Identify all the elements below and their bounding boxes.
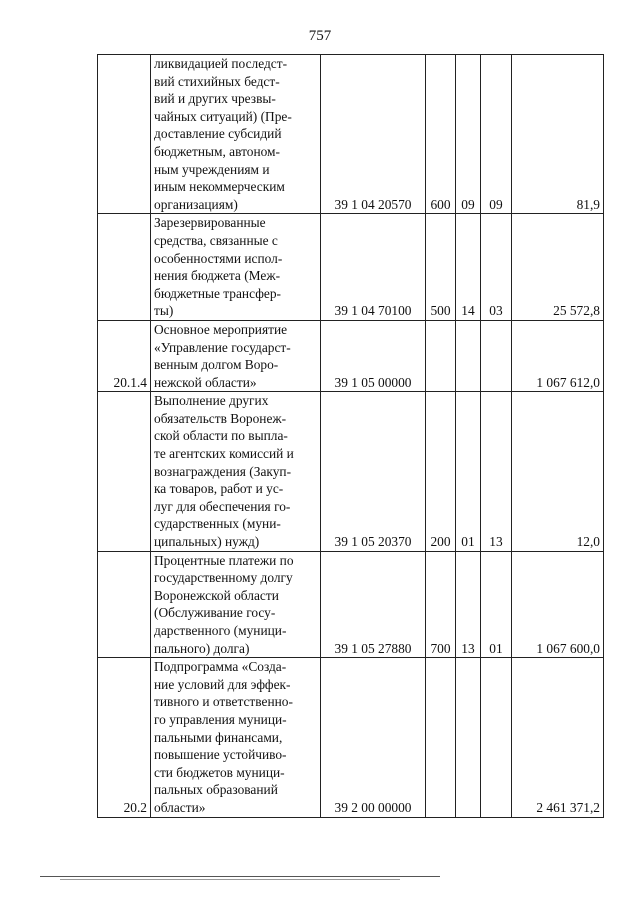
row-section: 14 xyxy=(456,214,481,321)
row-name: Процентные платежи по государственному долгу Воронежской области (Обслуживание госу- дарственного (муници- пального) долга) xyxy=(151,551,321,658)
row-subsection: 03 xyxy=(481,214,512,321)
row-target-code: 39 2 00 00000 xyxy=(321,658,426,817)
row-section: 13 xyxy=(456,551,481,658)
row-subsection: 01 xyxy=(481,551,512,658)
row-amount: 81,9 xyxy=(512,55,604,214)
row-amount: 2 461 371,2 xyxy=(512,658,604,817)
row-amount: 25 572,8 xyxy=(512,214,604,321)
row-name: Основное мероприятие «Управление государст- венным долгом Воро- нежской области» xyxy=(151,320,321,391)
page-number: 757 xyxy=(308,28,332,44)
row-section: 09 xyxy=(456,55,481,214)
row-number: 20.1.4 xyxy=(98,320,151,391)
row-subsection: 13 xyxy=(481,392,512,551)
row-section xyxy=(456,658,481,817)
table-row xyxy=(98,55,604,214)
row-subsection xyxy=(481,658,512,817)
bottom-rule-secondary xyxy=(60,879,400,880)
row-expense-type: 500 xyxy=(426,214,456,321)
bottom-rule xyxy=(40,876,440,877)
row-amount: 1 067 612,0 xyxy=(512,320,604,391)
row-number xyxy=(98,392,151,551)
row-name: Подпрограмма «Созда- ние условий для эффек- тивного и ответственно- го управления муници- пальными финансами, повышение устойчиво- сти бюджетов муници- пальных образований области» xyxy=(151,658,321,817)
table-row xyxy=(98,214,604,321)
table-row xyxy=(98,551,604,658)
row-section xyxy=(456,320,481,391)
row-section: 01 xyxy=(456,392,481,551)
row-name: Выполнение других обязательств Воронеж- ской области по выпла- те агентских комиссий и вознаграждения (Закуп- ка товаров, работ и ус- луг для обеспечения го- сударственных (муни- ципальных) нужд) xyxy=(151,392,321,551)
row-expense-type: 200 xyxy=(426,392,456,551)
row-expense-type: 700 xyxy=(426,551,456,658)
table-row xyxy=(98,392,604,551)
row-target-code: 39 1 05 27880 xyxy=(321,551,426,658)
row-name: ликвидацией последст- вий стихийных бедст- вий и других чрезвы- чайных ситуаций) (Пре- доставление субсидий бюджетным, автоном- ным учреждениям и иным некоммерческим организациям) xyxy=(151,55,321,214)
row-number xyxy=(98,214,151,321)
row-amount: 12,0 xyxy=(512,392,604,551)
row-expense-type xyxy=(426,658,456,817)
row-target-code: 39 1 04 20570 xyxy=(321,55,426,214)
table-row xyxy=(98,320,604,391)
row-number xyxy=(98,551,151,658)
row-target-code: 39 1 05 00000 xyxy=(321,320,426,391)
row-expense-type xyxy=(426,320,456,391)
row-target-code: 39 1 05 20370 xyxy=(321,392,426,551)
row-number: 20.2 xyxy=(98,658,151,817)
row-number xyxy=(98,55,151,214)
row-subsection: 09 xyxy=(481,55,512,214)
table-row xyxy=(98,658,604,817)
row-target-code: 39 1 04 70100 xyxy=(321,214,426,321)
row-subsection xyxy=(481,320,512,391)
row-amount: 1 067 600,0 xyxy=(512,551,604,658)
row-name: Зарезервированные средства, связанные с особенностями испол- нения бюджета (Меж- бюджетные трансфер- ты) xyxy=(151,214,321,321)
budget-table xyxy=(97,54,604,818)
row-expense-type: 600 xyxy=(426,55,456,214)
